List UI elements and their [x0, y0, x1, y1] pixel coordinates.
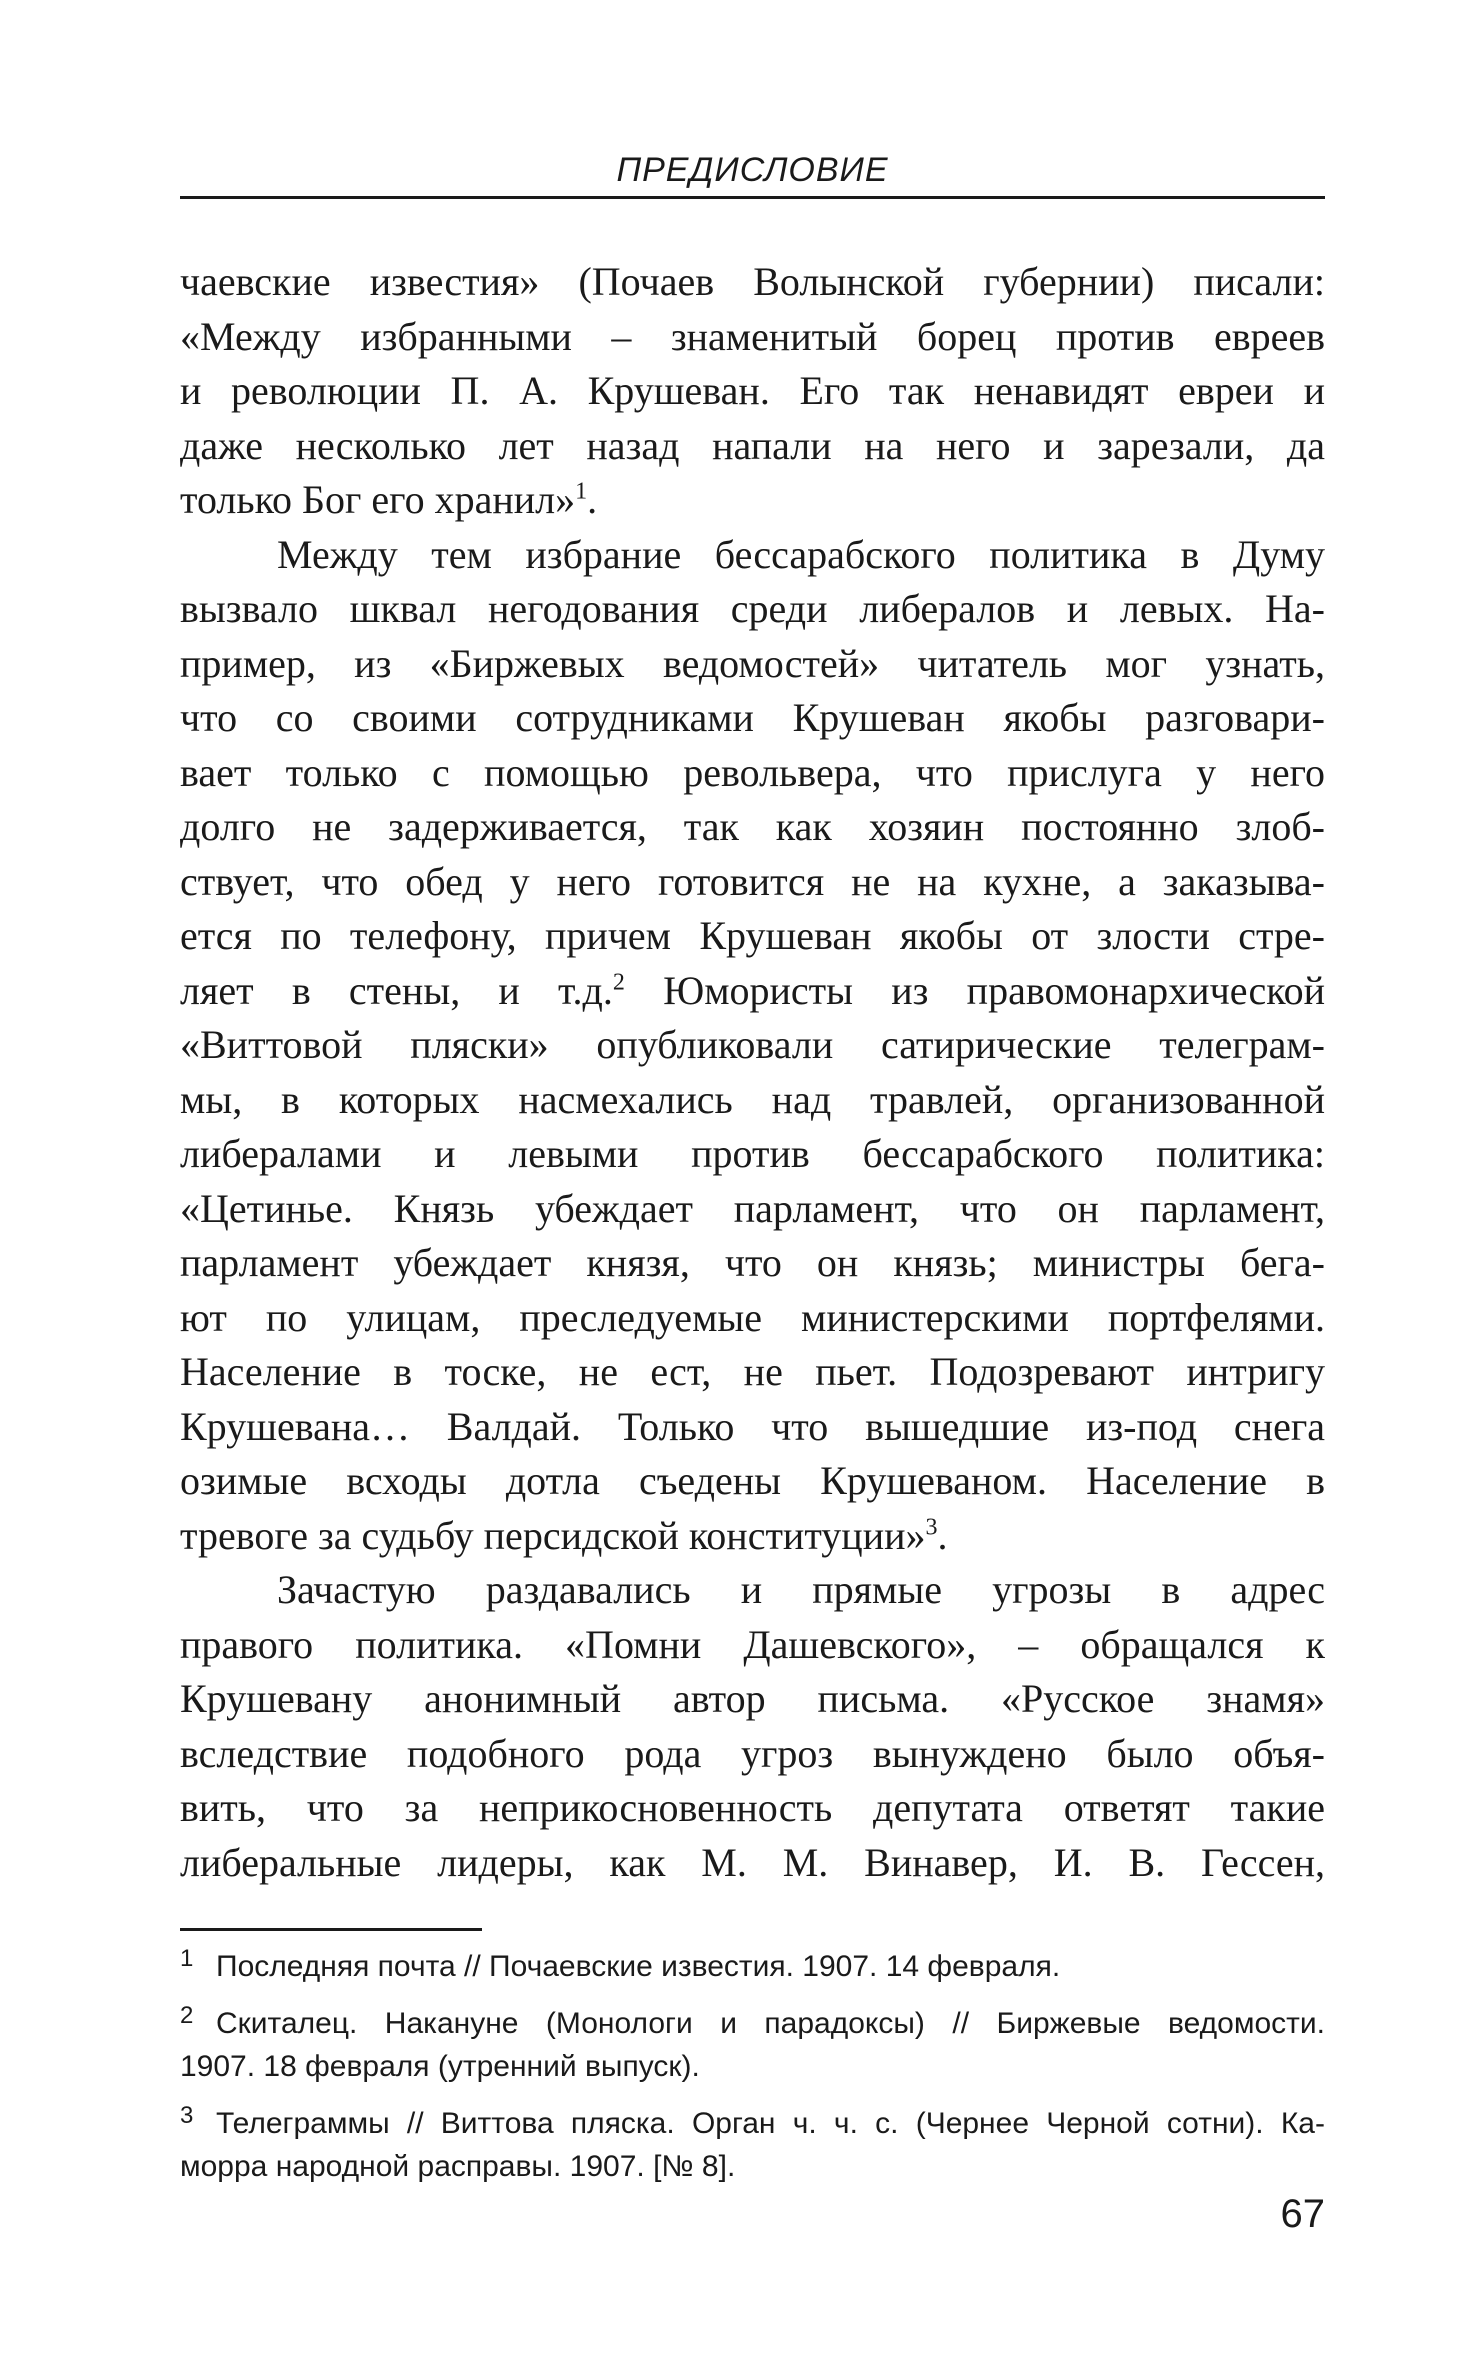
text-line: пример, из «Биржевых ведомостей» читатель мог узнать,	[180, 640, 1325, 686]
punctuation: .	[587, 477, 598, 522]
text-line: вызвало шквал негодования среди либералов и левых. На-	[180, 586, 1325, 631]
text-line: долго не задерживается, так как хозяин постоянно злоб-	[180, 804, 1325, 849]
footnote-ref: 3	[925, 1514, 938, 1541]
footnote-number: 1	[180, 1945, 194, 1972]
footnote-ref: 2	[612, 969, 625, 996]
footnote-line	[180, 2002, 1325, 2045]
footnote	[180, 2102, 1325, 2188]
text-line: вает только с помощью револьвера, что прислуга у него	[180, 749, 1325, 795]
text-line: ется по телефону, причем Крушеван якобы от злости стре-	[180, 913, 1325, 958]
text-line: что со своими сотрудниками Крушеван якобы разговари-	[180, 695, 1325, 740]
text-line: «Цетинье. Князь убеждает парламент, что он парламент,	[180, 1185, 1325, 1231]
footnote-line: морра народной расправы. 1907. [№ 8].	[180, 2150, 736, 2183]
body-text	[180, 255, 1325, 1890]
punctuation: .	[937, 1512, 948, 1558]
text-fragment: только Бог его хранил»	[180, 477, 576, 522]
paragraph-first-line: Зачастую раздавались и прямые угрозы в адрес	[277, 1567, 1325, 1612]
footnote-rule	[180, 1928, 482, 1931]
text-line: правого политика. «Помни Дашевского», – обращался к	[180, 1621, 1325, 1667]
text-line: мы, в которых насмехались над травлей, организованной	[180, 1076, 1325, 1122]
text-line	[180, 1509, 1325, 1564]
text-line: ют по улицам, преследуемые министерскими портфелями.	[180, 1294, 1325, 1340]
text-line: Крушевану анонимный автор письма. «Русское знамя»	[180, 1676, 1325, 1721]
text-line: ствует, что обед у него готовится не на кухне, а заказыва-	[180, 858, 1325, 904]
text-line: озимые всходы дотла съедены Крушеваном. Население в	[180, 1458, 1325, 1503]
text-line: вследствие подобного рода угроз вынуждено было объя-	[180, 1730, 1325, 1776]
text-line: Население в тоске, не ест, не пьет. Подозревают интригу	[180, 1349, 1325, 1394]
page-number: 67	[1280, 2192, 1325, 2236]
running-head: ПРЕДИСЛОВИЕ	[616, 151, 889, 189]
footnotes	[180, 1945, 1325, 2202]
text-line: либеральные лидеры, как М. М. Винавер, И. В. Гессен,	[180, 1839, 1325, 1885]
footnote	[180, 2002, 1325, 2088]
text-line: вить, что за неприкосновенность депутата ответят такие	[180, 1785, 1325, 1830]
footnote-number: 3	[180, 2102, 194, 2129]
text-line: парламент убеждает князя, что он князь; министры бега-	[180, 1240, 1325, 1285]
text-line: и революции П. А. Крушеван. Его так ненавидят евреи и	[180, 368, 1325, 413]
footnote-number: 2	[180, 2002, 194, 2029]
paragraph-first-line: Между тем избрание бессарабского политика в Думу	[277, 531, 1325, 577]
footnote-text: Телеграммы // Виттова пляска. Орган ч. ч. с. (Чернее Черной сотни). Ка-	[216, 2107, 1325, 2140]
footnote-ref: 1	[575, 478, 588, 505]
text-line	[180, 473, 1325, 528]
text-line	[180, 964, 1325, 1019]
text-line: либералами и левыми против бессарабского политика:	[180, 1131, 1325, 1176]
footnote	[180, 1945, 1325, 1988]
text-line: «Виттовой пляски» опубликовали сатирические телеграм-	[180, 1022, 1325, 1067]
text-line: Крушевана… Валдай. Только что вышедшие из-под снега	[180, 1403, 1325, 1449]
text-line: даже несколько лет назад напали на него и зарезали, да	[180, 422, 1325, 468]
text-line: «Между избранными – знаменитый борец против евреев	[180, 313, 1325, 359]
text-fragment: тревоге за судьбу персидской конституции»	[180, 1512, 926, 1558]
footnote-line	[180, 2102, 1325, 2145]
header-rule	[180, 196, 1325, 199]
text-fragment: Юмористы из правомонархической	[624, 967, 1326, 1013]
text-fragment: ляет в стены, и т.д.	[180, 967, 613, 1013]
text-line: чаевские известия» (Почаев Волынской губернии) писали:	[180, 259, 1325, 304]
footnote-text: Последняя почта // Почаевские известия. 1907. 14 февраля.	[216, 1950, 1061, 1983]
footnote-text: Скиталец. Накануне (Монологи и парадоксы) // Биржевые ведомости.	[216, 2007, 1325, 2040]
footnote-line: 1907. 18 февраля (утренний выпуск).	[180, 2050, 700, 2083]
footnote-line	[180, 1945, 1325, 1988]
